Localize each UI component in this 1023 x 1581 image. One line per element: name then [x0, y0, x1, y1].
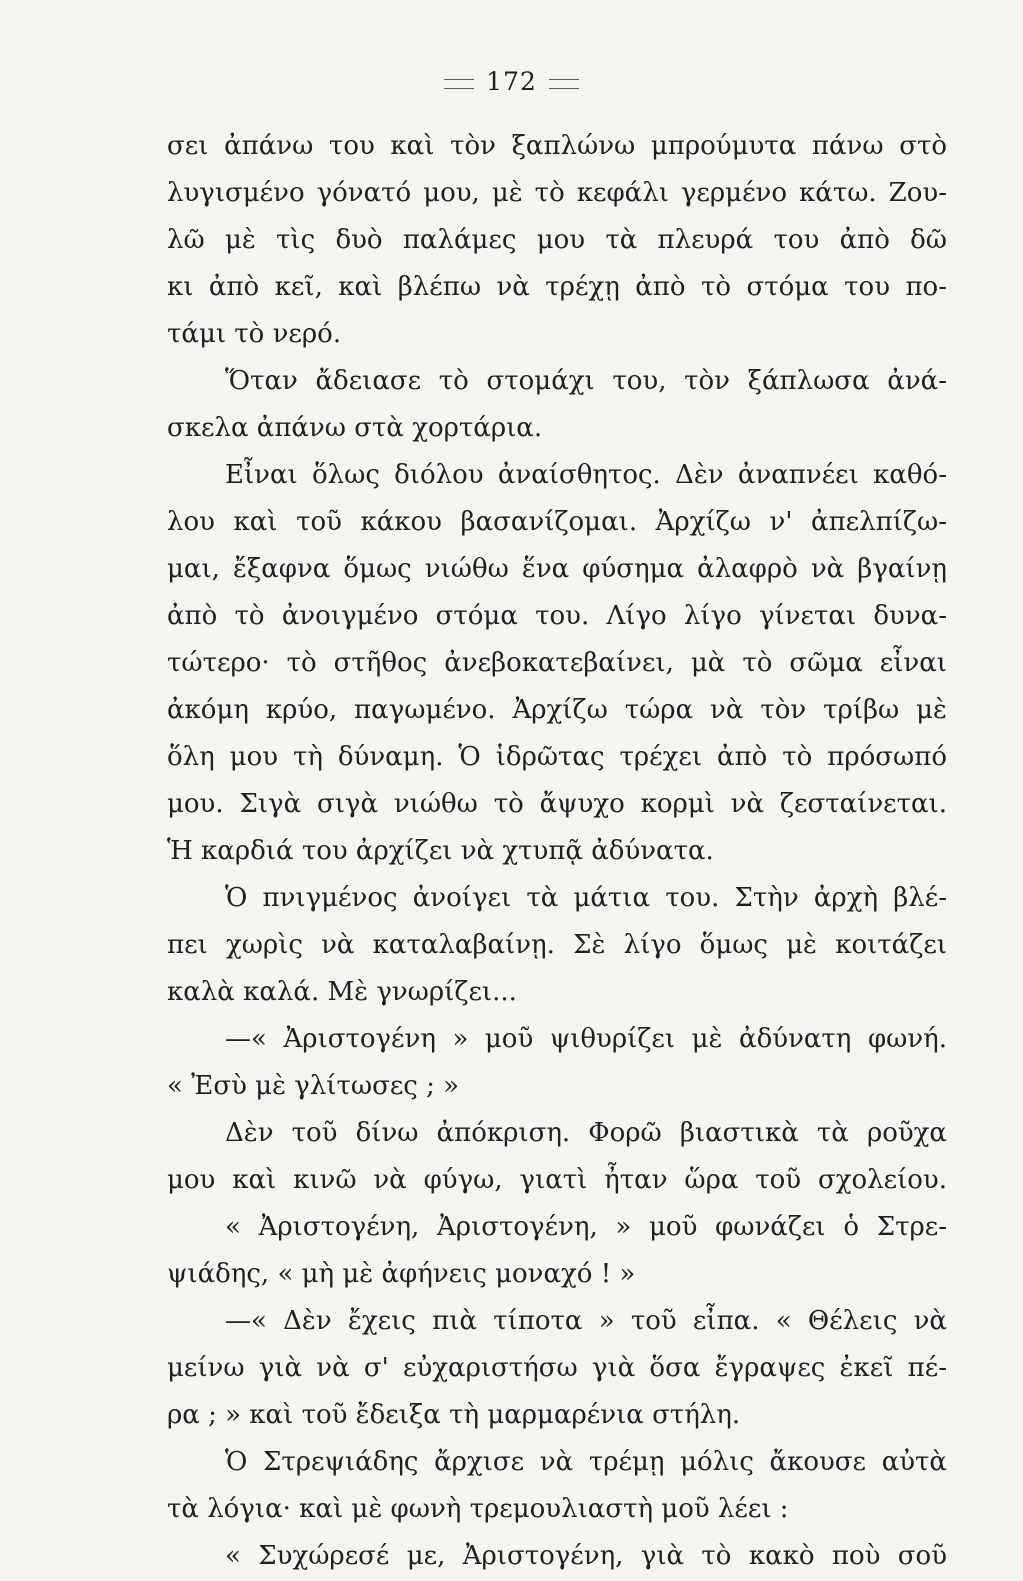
text-line-2: λυγισμένο γόνατό μου, μὲ τὸ κεφάλι γερμένο κάτω. Ζου- — [167, 178, 947, 208]
text-line-28: ρα ; » καὶ τοῦ ἔδειξα τὴ μαρμαρένια στήλη. — [167, 1400, 741, 1430]
text-line-19: καλὰ καλά. Μὲ γνωρίζει... — [167, 977, 517, 1007]
text-line-9: λου καὶ τοῦ κάκου βασανίζομαι. Ἀρχίζω ν' ἀπελπίζω- — [167, 507, 947, 537]
text-line-21: « Ἐσὺ μὲ γλίτωσες ; » — [167, 1071, 460, 1101]
page-text — [0, 121, 1023, 1571]
text-line-24: « Ἀριστογένη, Ἀριστογένη, » μοῦ φωνάζει ὁ Στρε- — [225, 1212, 947, 1242]
text-line-7: σκελα ἀπάνω στὰ χορτάρια. — [167, 413, 543, 443]
text-line-8: Εἶναι ὅλως διόλου ἀναίσθητος. Δὲν ἀναπνέει καθό- — [225, 460, 947, 490]
left-ornament-rule — [444, 79, 474, 89]
text-line-14: ὅλη μου τὴ δύναμη. Ὁ ἱδρῶτας τρέχει ἀπὸ τὸ πρόσωπό — [167, 742, 947, 772]
text-line-10: μαι, ἔξαφνα ὅμως νιώθω ἕνα φύσημα ἀλαφρὸ νὰ βγαίνῃ — [167, 554, 947, 584]
text-line-1: σει ἀπάνω του καὶ τὸν ξαπλώνω μπρούμυτα πάνω στὸ — [167, 131, 947, 161]
text-line-30: τὰ λόγια· καὶ μὲ φωνὴ τρεμουλιαστὴ μοῦ λέει : — [167, 1494, 789, 1524]
text-line-12: τώτερο· τὸ στῆθος ἀνεβοκατεβαίνει, μὰ τὸ σῶμα εἶναι — [167, 648, 947, 678]
page-number: 172 — [486, 67, 537, 96]
text-line-29: Ὁ Στρεψιάδης ἄρχισε νὰ τρέμῃ μόλις ἄκουσε αὐτὰ — [225, 1447, 947, 1477]
text-line-15: μου. Σιγὰ σιγὰ νιώθω τὸ ἄψυχο κορμὶ νὰ ζεσταίνεται. — [167, 789, 947, 819]
text-line-5: τάμι τὸ νερό. — [167, 319, 342, 349]
text-line-16: Ἡ καρδιά του ἀρχίζει νὰ χτυπᾷ ἀδύνατα. — [167, 836, 714, 866]
text-line-25: ψιάδης, « μὴ μὲ ἀφήνεις μοναχό ! » — [167, 1259, 636, 1289]
text-line-4: κι ἀπὸ κεῖ, καὶ βλέπω νὰ τρέχῃ ἀπὸ τὸ στόμα του πο- — [167, 272, 947, 302]
text-line-18: πει χωρὶς νὰ καταλαβαίνῃ. Σὲ λίγο ὅμως μὲ κοιτάζει — [167, 930, 947, 960]
right-ornament-rule — [549, 79, 579, 89]
text-line-6: Ὅταν ἄδειασε τὸ στομάχι του, τὸν ξάπλωσα ἀνά- — [225, 366, 947, 396]
text-line-27: μείνω γιὰ νὰ σ' εὐχαριστήσω γιὰ ὅσα ἔγραψες ἐκεῖ πέ- — [167, 1353, 947, 1383]
page-header — [0, 62, 1023, 102]
text-line-26: —« Δὲν ἔχεις πιὰ τίποτα » τοῦ εἶπα. « Θέλεις νὰ — [225, 1306, 947, 1336]
text-line-22: Δὲν τοῦ δίνω ἀπόκριση. Φορῶ βιαστικὰ τὰ ροῦχα — [225, 1118, 947, 1148]
text-line-11: ἀπὸ τὸ ἀνοιγμένο στόμα του. Λίγο λίγο γίνεται δυνα- — [167, 601, 947, 631]
text-line-13: ἀκόμη κρύο, παγωμένο. Ἀρχίζω τώρα νὰ τὸν τρίβω μὲ — [167, 695, 947, 725]
text-line-23: μου καὶ κινῶ νὰ φύγω, γιατὶ ἦταν ὥρα τοῦ σχολείου. — [167, 1165, 947, 1195]
text-line-17: Ὁ πνιγμένος ἀνοίγει τὰ μάτια του. Στὴν ἀρχὴ βλέ- — [225, 883, 947, 913]
text-line-3: λῶ μὲ τὶς δυὸ παλάμες μου τὰ πλευρά του ἀπὸ δῶ — [167, 225, 947, 255]
text-line-20: —« Ἀριστογένη » μοῦ ψιθυρίζει μὲ ἀδύνατη φωνή. — [225, 1024, 947, 1054]
text-line-31: « Συχώρεσέ με, Ἀριστογένη, γιὰ τὸ κακὸ ποὺ σοῦ — [225, 1541, 947, 1571]
